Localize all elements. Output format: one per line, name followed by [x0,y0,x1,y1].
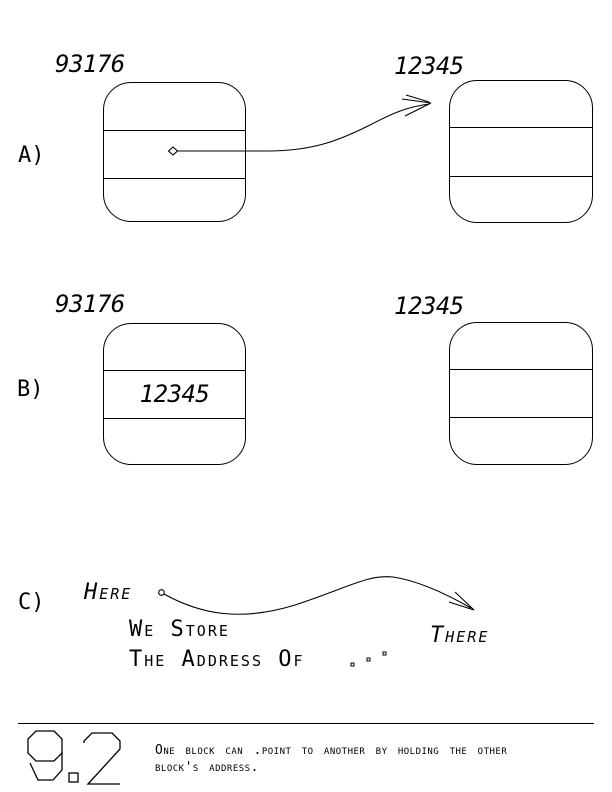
digit-9-tail [30,752,62,780]
memory-block-b-source [103,323,246,465]
memory-block-b-target [449,322,593,465]
decimal-point [69,773,78,782]
digit-2 [84,733,120,784]
memory-block-a-target [449,80,593,223]
cell-divider [450,369,592,370]
cell-divider [104,130,245,131]
block-a-target-title: 12345 [394,52,464,80]
block-b-source-title: 93176 [55,290,125,318]
block-a-source-title: 93176 [55,50,125,78]
footer-divider [18,723,594,724]
section-a-label: A) [18,143,45,168]
section-c-label: C) [18,590,45,615]
block-b-target-title: 12345 [394,292,464,320]
figure-caption-line1: One block can .point to another by holding the other [155,743,508,758]
cell-divider [450,417,592,418]
figure-number [24,729,124,789]
memory-block-a-source [103,82,246,222]
stored-address-cell [104,370,245,418]
we-store-text: We Store [129,617,230,642]
pointer-arrow-c-head-icon [449,592,474,610]
rising-dots-icon [351,652,386,666]
pointer-arrow-a-head-icon [402,95,431,116]
circle-origin-icon [159,590,165,596]
cell-divider [104,178,245,179]
figure-caption-line2: block's address. [155,760,259,775]
cell-divider [450,127,592,128]
there-label: There [430,623,490,648]
digit-9-loop [28,731,62,761]
the-address-of-text: The Address Of [129,647,305,672]
section-b-label: B) [17,377,44,402]
figure-caption [155,742,595,776]
cell-divider [450,176,592,177]
stored-address-value: 12345 [139,380,210,408]
here-label: Here [84,580,133,605]
cell-divider [104,418,245,419]
pointer-arrow-c-shaft [164,577,471,615]
